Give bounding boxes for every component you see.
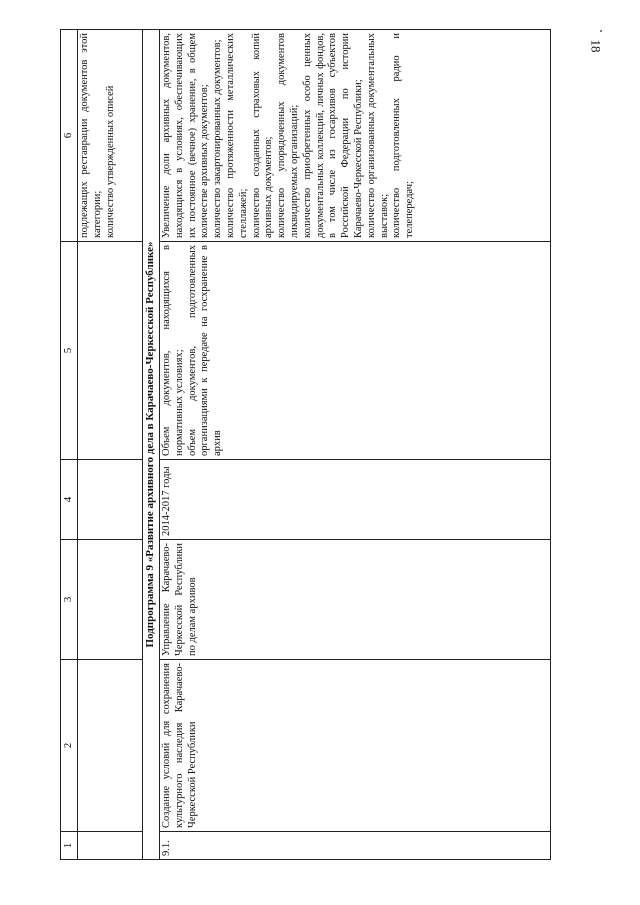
- cell-empty: [78, 660, 143, 832]
- continued-indicators: подлежащих реставрации документов этой категории; количество утвержденных описей: [78, 30, 143, 242]
- row-number: 9.1.: [160, 832, 551, 860]
- activity-name: Создание условий для сохранения культурного наследия Карачаево-Черкесской Республики: [160, 660, 551, 832]
- col-1-header: 1: [61, 832, 78, 860]
- subprogram-row: [143, 30, 160, 860]
- rotated-page: [60, 30, 560, 860]
- page-number: 18: [588, 39, 604, 53]
- col-6-header: 6: [61, 30, 78, 242]
- col-2-header: 2: [61, 660, 78, 832]
- table-row: [160, 30, 551, 860]
- subprogram-title: Подпрограмма 9 «Развитие архивного дела в Карачаево-Черкесской Республике»: [143, 30, 160, 860]
- indicators: Увеличение доли архивных документов, находящихся в условиях, обеспечивающих их постоянное (вечное) хранение, в общем количестве архивных документов; количество закартонированных документов; количество протяженности металлических стеллажей; количество созданных страховых копий архивных документов; количество упорядоченных документов ликвидируемых организаций; количество приобретенных особо ценных документальных коллекций, личных фондов, в том числе из госархивов субъектов Российской Федерации по истории Карачаево-Черкесской Республики; количество организованных документальных выставок; количество подготовленных радио и телепередач;: [160, 30, 551, 242]
- table-row: [78, 30, 143, 860]
- cell-empty: [78, 242, 143, 460]
- col-3-header: 3: [61, 540, 78, 660]
- col-4-header: 4: [61, 460, 78, 540]
- program-table: [60, 29, 551, 860]
- expected-result: Объем документов, находящихся в нормативных условиях; объем документов, подготовленных организациями к передаче на госхранение в архив: [160, 242, 551, 460]
- cell-empty: [78, 832, 143, 860]
- period: 2014-2017 годы: [160, 460, 551, 540]
- cell-empty: [78, 460, 143, 540]
- scan-speck: [600, 30, 602, 32]
- executor: Управление Карачаево-Черкесской Республики по делам архивов: [160, 540, 551, 660]
- col-5-header: 5: [61, 242, 78, 460]
- cell-empty: [78, 540, 143, 660]
- column-number-row: [61, 30, 78, 860]
